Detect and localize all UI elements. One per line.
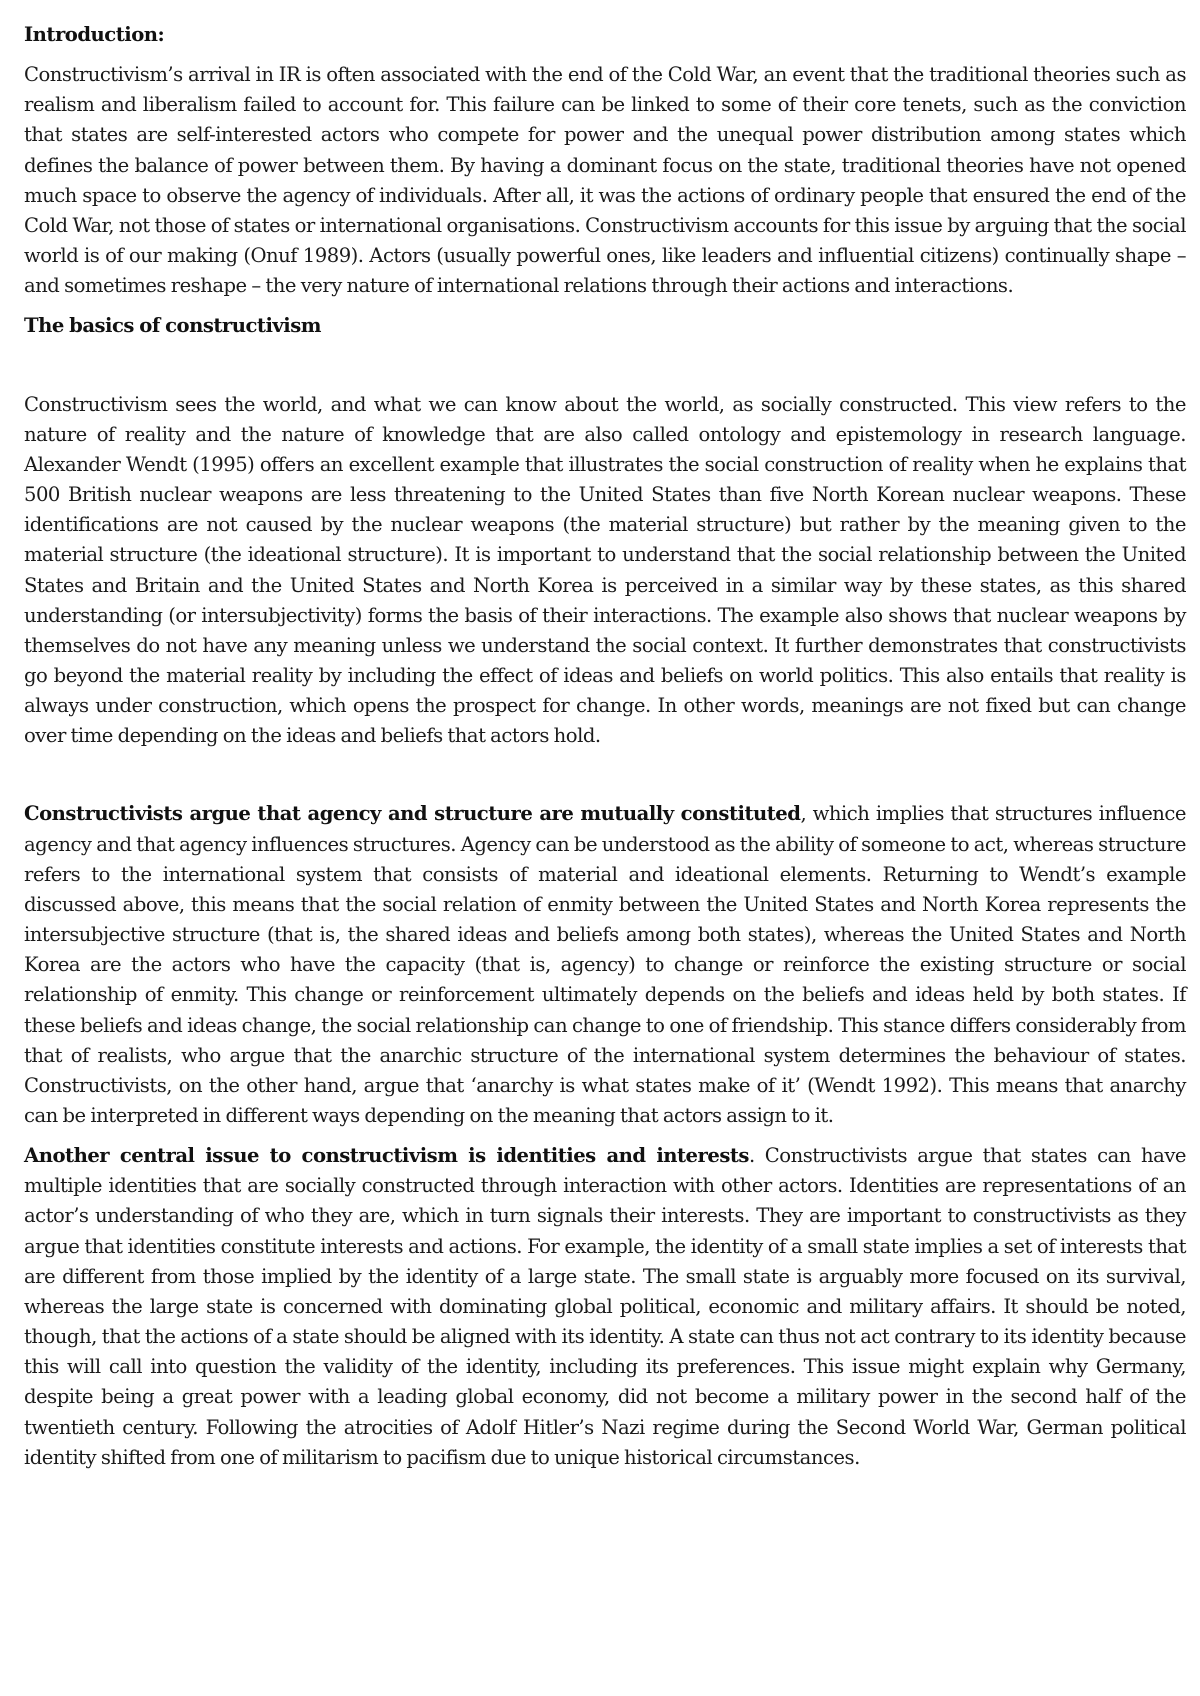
identity-paragraph bbox=[24, 1141, 1186, 1473]
identity-body: . Constructivists argue that states can have multiple identities that are socially constructed through interaction with other actors. Identities are representations of an actor’s understanding of who they are, which in turn signals their interests. They are important to constructivists as they argue that identities constitute interests and actions. For example, the identity of a small state implies a set of interests that are different from those implied by the identity of a large state. The small state is arguably more focused on its survival, whereas the large state is concerned with dominating global political, economic and military affairs. It should be noted, though, that the actions of a state should be aligned with its identity. A state can thus not act contrary to its identity because this will call into question the validity of the identity, including its preferences. This issue might explain why Germany, despite being a great power with a leading global economy, did not become a military power in the second half of the twentieth century. Following the atrocities of Adolf Hitler’s Nazi regime during the Second World War, German political identity shifted from one of militarism to pacifism due to unique historical circumstances. bbox=[24, 1144, 1186, 1469]
basics-heading: The basics of constructivism bbox=[24, 314, 321, 338]
spacer bbox=[24, 50, 1186, 60]
basics-paragraph: Constructivism sees the world, and what we can know about the world, as socially constructed. This view refers to the nature of reality and the nature of knowledge that are also called ontology and epistemology in research language. Alexander Wendt (1995) offers an excellent example that illustrates the social construction of reality when he explains that 500 British nuclear weapons are less threatening to the United States than five North Korean nuclear weapons. These identifications are not caused by the nuclear weapons (the material structure) but rather by the meaning given to the material structure (the ideational structure). It is important to understand that the social relationship between the United States and Britain and the United States and North Korea is perceived in a similar way by these states, as this shared understanding (or intersubjectivity) forms the basis of their interactions. The example also shows that nuclear weapons by themselves do not have any meaning unless we understand the social context. It further demonstrates that constructivists go beyond the material reality by including the effect of ideas and beliefs on world politics. This also entails that reality is always under construction, which opens the prospect for change. In other words, meanings are not fixed but can change over time depending on the ideas and beliefs that actors hold. bbox=[24, 392, 1186, 748]
agency-body: , which implies that structures influence agency and that agency influences structures. Agency can be understood as the ability of someone to act, whereas structure refers to the international system that consists of material and ideational elements. Returning to Wendt’s example discussed above, this means that the social relation of enmity between the United States and North Korea represents the intersubjective structure (that is, the shared ideas and beliefs among both states), whereas the United States and North Korea are the actors who have the capacity (that is, agency) to change or reinforce the existing structure or social relationship of enmity. This change or reinforcement ultimately depends on the beliefs and ideas held by both states. If these beliefs and ideas change, the social relationship can change to one of friendship. This stance differs considerably from that of realists, who argue that the anarchic structure of the international system determines the behaviour of states. Constructivists, on the other hand, argue that ‘anarchy is what states make of it’ (Wendt 1992). This means that anarchy can be interpreted in different ways depending on the meaning that actors assign to it. bbox=[24, 802, 1186, 1127]
intro-heading: Introduction: bbox=[24, 23, 165, 46]
spacer bbox=[24, 751, 1186, 799]
identity-lead: Another central issue to constructivism is identities and interests bbox=[24, 1144, 749, 1168]
agency-lead: Constructivists argue that agency and structure are mutually constituted bbox=[24, 802, 801, 826]
agency-paragraph bbox=[24, 799, 1186, 1131]
spacer bbox=[24, 342, 1186, 390]
document-page bbox=[24, 20, 1186, 1473]
spacer bbox=[24, 301, 1186, 311]
intro-paragraph: Constructivism’s arrival in IR is often associated with the end of the Cold War, an event that the traditional theories such as realism and liberalism failed to account for. This failure can be linked to some of their core tenets, such as the conviction that states are self-interested actors who compete for power and the unequal power distribution among states which defines the balance of power between them. By having a dominant focus on the state, traditional theories have not opened much space to observe the agency of individuals. After all, it was the actions of ordinary people that ensured the end of the Cold War, not those of states or international organisations. Constructivism accounts for this issue by arguing that the social world is of our making (Onuf 1989). Actors (usually powerful ones, like leaders and influential citizens) continually shape – and sometimes reshape – the very nature of international relations through their actions and interactions. bbox=[24, 63, 1186, 298]
spacer bbox=[24, 1131, 1186, 1141]
